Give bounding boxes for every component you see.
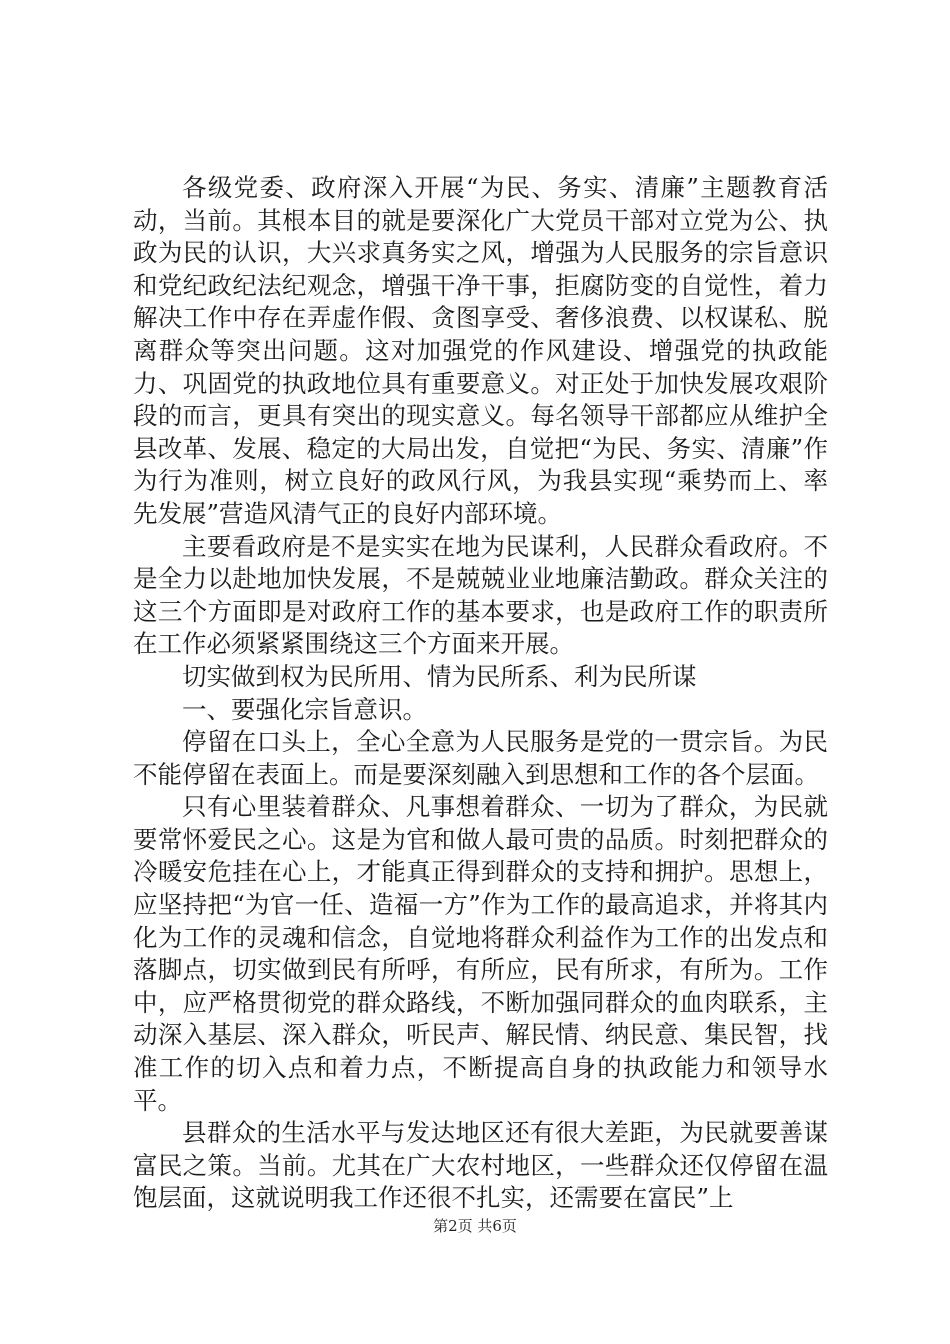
- paragraph-government-focus: 主要看政府是不是实实在地为民谋利，人民群众看政府。不是全力以赴地加快发展，不是兢兢业业地廉洁勤政。群众关注的这三个方面即是对政府工作的基本要求，也是政府工作的职责所在工作必须紧紧围绕这三个方面来开展。: [133, 531, 828, 659]
- paragraph-enrich-people: 县群众的生活水平与发达地区还有很大差距，为民就要善谋富民之策。当前。尤其在广大农村地区，一些群众还仅停留在温饱层面，这就说明我工作还很不扎实，还需要在富民”上: [133, 1118, 828, 1213]
- paragraph-intro: 各级党委、政府深入开展“为民、务实、清廉”主题教育活动，当前。其根本目的就是要深化广大党员干部对立党为公、执政为民的认识，大兴求真务实之风，增强为人民服务的宗旨意识和党纪政纪法纪观念，增强干净干事，拒腐防变的自觉性，着力解决工作中存在弄虚作假、贪图享受、奢侈浪费、以权谋私、脱离群众等突出问题。这对加强党的作风建设、增强党的执政能力、巩固党的执政地位具有重要意义。对正处于加快发展攻艰阶段的而言，更具有突出的现实意义。每名领导干部都应从维护全县改革、发展、稳定的大局出发，自觉把“为民、务实、清廉”作为行为准则，树立良好的政风行风，为我县实现“乘势而上、率先发展”营造风清气正的良好内部环境。: [133, 173, 828, 528]
- paragraph-purpose: 停留在口头上，全心全意为人民服务是党的一贯宗旨。为民不能停留在表面上。而是要深刻融入到思想和工作的各个层面。: [133, 727, 828, 789]
- paragraph-heading-principle: 切实做到权为民所用、情为民所系、利为民所谋: [182, 661, 697, 691]
- paragraph-love-people: 只有心里装着群众、凡事想着群众、一切为了群众，为民就要常怀爱民之心。这是为官和做人最可贵的品质。时刻把群众的冷暖安危挂在心上，才能真正得到群众的支持和拥护。思想上，应坚持把“为官一任、造福一方”作为工作的最高追求，并将其内化为工作的灵魂和信念，自觉地将群众利益作为工作的出发点和落脚点，切实做到民有所呼，有所应，民有所求，有所为。工作中，应严格贯彻党的群众路线，不断加强同群众的血肉联系，主动深入基层、深入群众，听民声、解民情、纳民意、集民智，找准工作的切入点和着力点，不断提高自身的执政能力和领导水平。: [133, 792, 828, 1115]
- page-number-footer: 第2页 共6页: [433, 1217, 517, 1235]
- section-heading-purpose: 一、要强化宗旨意识。: [182, 694, 427, 724]
- document-body: [133, 172, 828, 1215]
